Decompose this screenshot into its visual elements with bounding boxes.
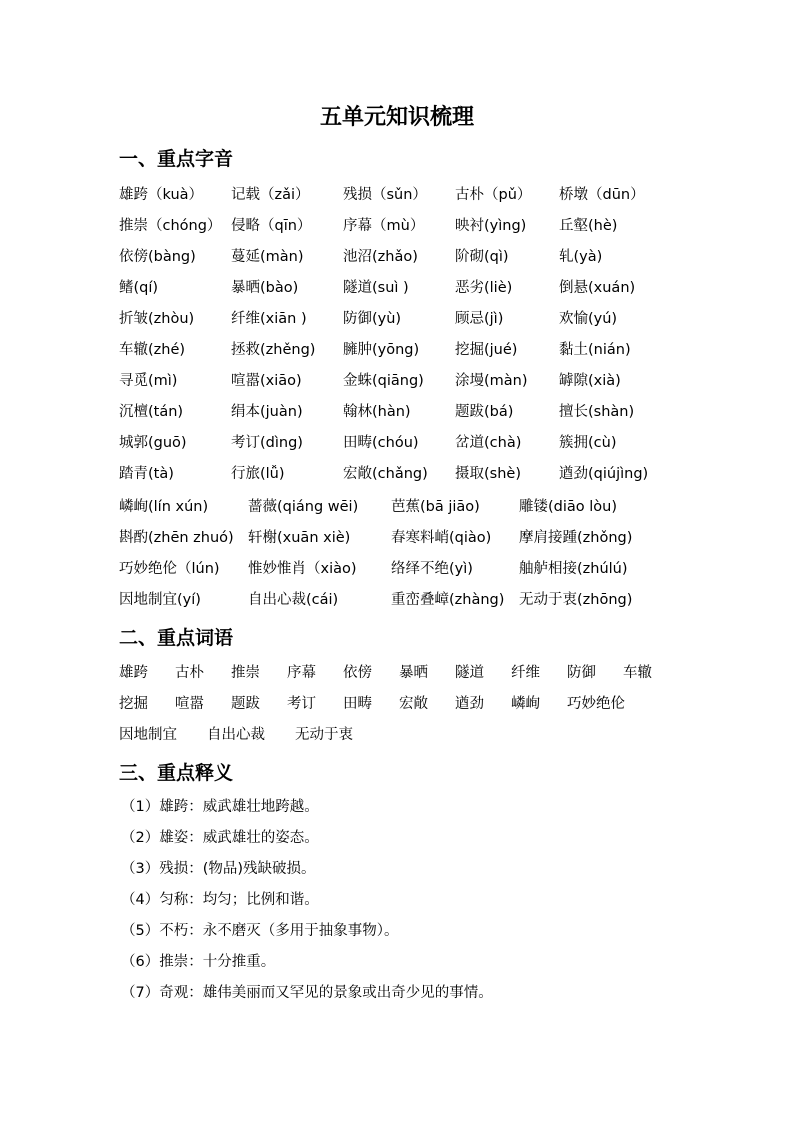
pronunciation-item: 簇拥(cù) [559,435,617,451]
pronunciation-item: 舳舻相接(zhúlú) [519,561,628,577]
pronunciation-item: 推崇（chóng） [119,218,222,234]
pronunciation-item: 鳍(qí) [119,280,159,296]
pronunciation-item: 侵略（qīn） [231,218,312,234]
vocabulary-word: 纤维 [511,665,540,681]
pronunciation-item: 寻觅(mì) [119,373,178,389]
pronunciation-item: 蔓延(màn) [231,249,304,265]
pronunciation-item: 行旅(lǚ) [231,466,285,482]
pronunciation-item: 宏敞(chǎng) [343,466,428,482]
vocabulary-word: 宏敞 [399,696,428,712]
vocabulary-word: 题跋 [231,696,260,712]
vocabulary-word: 挖掘 [119,696,148,712]
pronunciation-item: 喧嚣(xiāo) [231,373,302,389]
definition-item: （4）匀称：均匀；比例和谐。 [121,892,319,908]
vocabulary-word: 隧道 [455,665,484,681]
pronunciation-item: 络绎不绝(yì) [391,561,473,577]
pronunciation-item: 沉檀(tán) [119,404,184,420]
vocabulary-word: 序幕 [287,665,316,681]
pronunciation-item: 恶劣(liè) [455,280,513,296]
pronunciation-item: 擅长(shàn) [559,404,635,420]
pronunciation-item: 芭蕉(bā jiāo) [391,499,480,515]
pronunciation-item: 暴晒(bào) [231,280,299,296]
pronunciation-item: 涂墁(màn) [455,373,528,389]
pronunciation-item: 映衬(yìng) [455,218,527,234]
pronunciation-item: 雄跨（kuà） [119,187,204,203]
pronunciation-item: 雕镂(diāo lòu) [519,499,618,515]
pronunciation-item: 遒劲(qiújìng) [559,466,649,482]
pronunciation-item: 记载（zǎi） [231,187,310,203]
pronunciation-item: 臃肿(yōng) [343,342,420,358]
definition-item: （5）不朽：永不磨灭（多用于抽象事物）。 [121,923,399,939]
page-title: 五单元知识梳理 [319,105,474,130]
pronunciation-item: 岔道(chà) [455,435,522,451]
pronunciation-item: 拯救(zhěng) [231,342,316,358]
definition-item: （6）推崇：十分推重。 [121,954,276,970]
vocabulary-word: 因地制宜 [119,727,177,743]
pronunciation-item: 倒悬(xuán) [559,280,636,296]
definition-item: （7）奇观：雄伟美丽而又罕见的景象或出奇少见的事情。 [121,985,493,1001]
pronunciation-item: 因地制宜(yí) [119,592,201,608]
pronunciation-item: 踏青(tà) [119,466,174,482]
vocabulary-word: 田畴 [343,696,372,712]
pronunciation-item: 隧道(suì ) [343,280,409,296]
pronunciation-item: 金蛛(qiāng) [343,373,424,389]
pronunciation-item: 依傍(bàng) [119,249,196,265]
pronunciation-item: 巧妙绝伦（lún) [119,561,220,577]
vocabulary-word: 遒劲 [455,696,484,712]
pronunciation-item: 重峦叠嶂(zhàng) [391,592,505,608]
pronunciation-item: 春寒料峭(qiào) [391,530,492,546]
pronunciation-item: 纤维(xiān ) [231,311,307,327]
pronunciation-item: 田畴(chóu) [343,435,419,451]
section-heading-vocabulary: 二、重点词语 [119,627,234,649]
pronunciation-item: 挖掘(jué) [455,342,518,358]
pronunciation-item: 欢愉(yú) [559,311,618,327]
section-heading-definitions: 三、重点释义 [119,762,234,784]
pronunciation-item: 丘壑(hè) [559,218,618,234]
vocabulary-word: 推崇 [231,665,260,681]
pronunciation-item: 顾忌(jì) [455,311,504,327]
pronunciation-item: 古朴（pǔ） [455,187,532,203]
pronunciation-item: 嶙峋(lín xún) [119,499,209,515]
pronunciation-item: 城郭(guō) [119,435,187,451]
pronunciation-item: 阶砌(qì) [455,249,509,265]
pronunciation-item: 防御(yù) [343,311,402,327]
vocabulary-word: 车辙 [623,665,652,681]
pronunciation-item: 摄取(shè) [455,466,521,482]
vocabulary-word: 古朴 [175,665,204,681]
pronunciation-item: 斟酌(zhēn zhuó) [119,530,234,546]
pronunciation-item: 罅隙(xià) [559,373,621,389]
pronunciation-item: 轧(yà) [559,249,603,265]
vocabulary-word: 考订 [287,696,316,712]
vocabulary-word: 嶙峋 [511,696,540,712]
section-heading-pronunciation: 一、重点字音 [119,148,234,170]
pronunciation-item: 考订(dìng) [231,435,303,451]
pronunciation-item: 摩肩接踵(zhǒng) [519,530,633,546]
definition-item: （3）残损：(物品)残缺破损。 [121,861,316,877]
vocabulary-word: 依傍 [343,665,372,681]
pronunciation-item: 自出心裁(cái) [248,592,339,608]
vocabulary-word: 巧妙绝伦 [567,696,625,712]
pronunciation-item: 蔷薇(qiáng wēi) [248,499,359,515]
vocabulary-word: 喧嚣 [175,696,204,712]
vocabulary-word: 暴晒 [399,665,428,681]
pronunciation-item: 折皱(zhòu) [119,311,195,327]
vocabulary-word: 雄跨 [119,665,148,681]
pronunciation-item: 绢本(juàn) [231,404,303,420]
pronunciation-item: 桥墩（dūn） [559,187,645,203]
definition-item: （1）雄跨：威武雄壮地跨越。 [121,799,319,815]
vocabulary-word: 防御 [567,665,596,681]
pronunciation-item: 池沼(zhǎo) [343,249,418,265]
vocabulary-word: 自出心裁 [207,727,265,743]
pronunciation-item: 轩榭(xuān xiè) [248,530,351,546]
pronunciation-item: 惟妙惟肖（xiào) [248,561,357,577]
pronunciation-item: 序幕（mù） [343,218,425,234]
definition-item: （2）雄姿：威武雄壮的姿态。 [121,830,319,846]
pronunciation-item: 题跋(bá) [455,404,514,420]
pronunciation-item: 无动于衷(zhōng) [519,592,633,608]
pronunciation-item: 车辙(zhé) [119,342,186,358]
vocabulary-word: 无动于衷 [295,727,353,743]
pronunciation-item: 翰林(hàn) [343,404,411,420]
pronunciation-item: 黏土(nián) [559,342,631,358]
pronunciation-item: 残损（sǔn） [343,187,427,203]
